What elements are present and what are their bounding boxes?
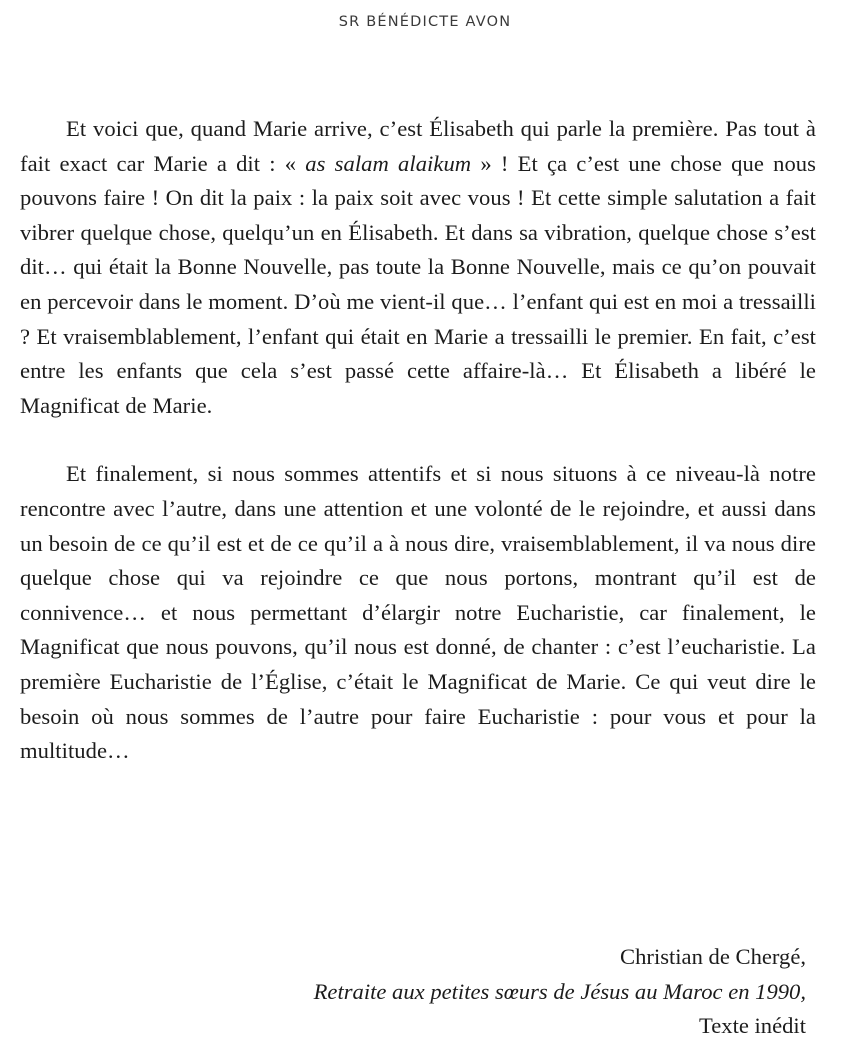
body-text [20,112,816,769]
signature-source: Retraite aux petites sœurs de Jésus au Maroc en 1990, [313,978,806,1004]
signature-note: Texte inédit [699,1013,806,1039]
signature-author: Christian de Chergé, [620,944,806,969]
paragraph-1-text-start: Et voici que, quand Marie arrive, c’est Élisabeth qui parle la première. Pas tout à fait exact car Marie a dit : « [20,116,816,176]
signature-block [314,940,806,1044]
paragraph-1-text-end: » ! Et ça c’est une chose que nous pouvons faire ! On dit la paix : la paix soit avec vous ! Et cette simple salutation a fait vibrer quelque chose, quelqu’un en Élisabeth. Et dans sa vibration, quelque chose s’est dit… qui était la Bonne Nouvelle, pas toute la Bonne Nouvelle, mais ce qu’on pouvait en percevoir dans le moment. D’où me vient-il que… l’enfant qui est en moi a tressailli ? Et vraisemblablement, l’enfant qui était en Marie a tressailli le premier. En fait, c’est entre les enfants que cela s’est passé cette affaire-là… Et Élisabeth a libéré le Magnificat de Marie. [20,150,816,418]
italic-quote: as salam alaikum [305,150,472,176]
paragraph-2: Et finalement, si nous sommes attentifs et si nous situons à ce niveau-là notre rencontre avec l’autre, dans une attention et une volonté de le rejoindre, et aussi dans un besoin de ce qu’il est et de ce qu’il a à nous dire, vraisemblablement, il va nous dire quelque chose qui va rejoindre ce que nous portons, montrant qu’il est de connivence… et nous permettant d’élargir notre Eucharistie, car finalement, le Magnificat que nous pouvons, qu’il nous est donné, de chanter : c’est l’eucharistie. La première Eucharistie de l’Église, c’était le Magnificat de Marie. Ce qui veut dire le besoin où nous sommes de l’autre pour faire Eucharistie : pour vous et pour la multitude… [20,461,816,764]
running-header: SR BÉNÉDICTE AVON [338,14,512,30]
paragraph-1 [20,112,816,423]
